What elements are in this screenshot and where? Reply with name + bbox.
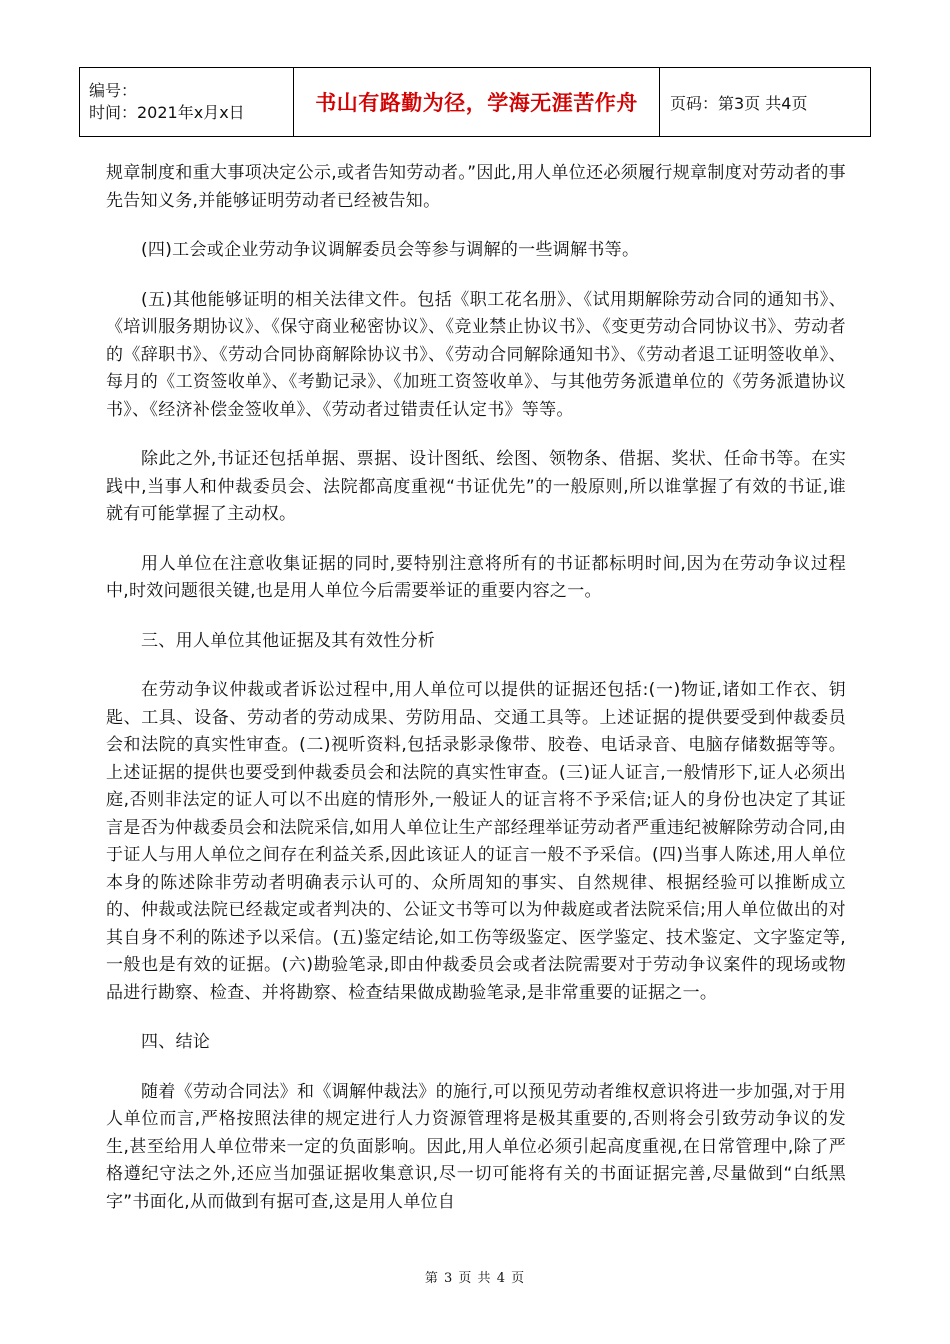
section-heading: 三、用人单位其他证据及其有效性分析: [141, 630, 436, 651]
body-paragraph: 用人单位在注意收集证据的同时,要特别注意将所有的书证都标明时间,因为在劳动争议过程中,时效问题很关键,也是用人单位今后需要举证的重要内容之一。: [106, 553, 846, 601]
header-meta-cell: [80, 68, 294, 137]
body-paragraph: 除此之外,书证还包括单据、票据、设计图纸、绘图、领物条、借据、奖状、任命书等。在实践中,当事人和仲裁委员会、法院都高度重视“书证优先”的一般原则,所以谁掌握了有效的书证,谁就有可能掌握了主动权。: [106, 449, 846, 524]
document-number-label: 编号：: [89, 81, 138, 100]
document-body: [106, 160, 846, 1238]
body-paragraph: 在劳动争议仲裁或者诉讼过程中,用人单位可以提供的证据还包括:(一)物证,诸如工作衣、钥匙、工具、设备、劳动者的劳动成果、劳防用品、交通工具等。上述证据的提供要受到仲裁委员会和法院的真实性审查。(二)视听资料,包括录影录像带、胶卷、电话录音、电脑存储数据等等。上述证据的提供也要受到仲裁委员会和法院的真实性审查。(三)证人证言,一般情形下,证人必须出庭,否则非法定的证人可以不出庭的情形外,一般证人的证言将不予采信;证人的身份也决定了其证言是否为仲裁委员会和法院采信,如用人单位让生产部经理举证劳动者严重违纪被解除劳动合同,由于证人与用人单位之间存在利益关系,因此该证人的证言一般不予采信。(四)当事人陈述,用人单位本身的陈述除非劳动者明确表示认可的、众所周知的事实、自然规律、根据经验可以推断成立的、仲裁或法院已经裁定或者判决的、公证文书等可以为仲裁庭或者法院采信;用人单位做出的对其自身不利的陈述予以采信。(五)鉴定结论,如工伤等级鉴定、医学鉴定、技术鉴定、文字鉴定等,一般也是有效的证据。(六)勘验笔录,即由仲裁委员会或者法院需要对于劳动争议案件的现场或物品进行勘察、检查、并将勘察、检查结果做成勘验笔录,是非常重要的证据之一。: [106, 680, 846, 1003]
body-paragraph: (四)工会或企业劳动争议调解委员会等参与调解的一些调解书等。: [141, 240, 640, 260]
document-header: [79, 67, 871, 137]
body-paragraph: 随着《劳动合同法》和《调解仲裁法》的施行,可以预见劳动者维权意识将进一步加强,对于用人单位而言,严格按照法律的规定进行人力资源管理将是极其重要的,否则将会引致劳动争议的发生,甚至给用人单位带来一定的负面影响。因此,用人单位必须引起高度重视,在日常管理中,除了严格遵纪守法之外,还应当加强证据收集意识,尽一切可能将有关的书面证据完善,尽量做到“白纸黑字”书面化,从而做到有据可查,这是用人单位自: [106, 1081, 846, 1212]
header-motto: 书山有路勤为径，学海无涯苦作舟: [294, 68, 660, 137]
body-paragraph: (五)其他能够证明的相关法律文件。包括《职工花名册》、《试用期解除劳动合同的通知书》、《培训服务期协议》、《保守商业秘密协议》、《竞业禁止协议书》、《变更劳动合同协议书》、劳动者的《辞职书》、《劳动合同协商解除协议书》、《劳动合同解除通知书》、《劳动者退工证明签收单》、每月的《工资签收单》、《考勤记录》、《加班工资签收单》、与其他劳务派遣单位的《劳务派遣协议书》、《经济补偿金签收单》、《劳动者过错责任认定书》等等。: [106, 289, 846, 420]
header-page-info: 页码：第3页 共4页: [660, 68, 871, 137]
section-heading: 四、结论: [141, 1032, 211, 1052]
document-date-label: 时间：2021年x月x日: [89, 103, 245, 122]
body-paragraph: 规章制度和重大事项决定公示,或者告知劳动者。”因此,用人单位还必须履行规章制度对劳动者的事先告知义务,并能够证明劳动者已经被告知。: [106, 163, 846, 211]
page-footer: 第 3 页 共 4 页: [424, 1271, 526, 1286]
